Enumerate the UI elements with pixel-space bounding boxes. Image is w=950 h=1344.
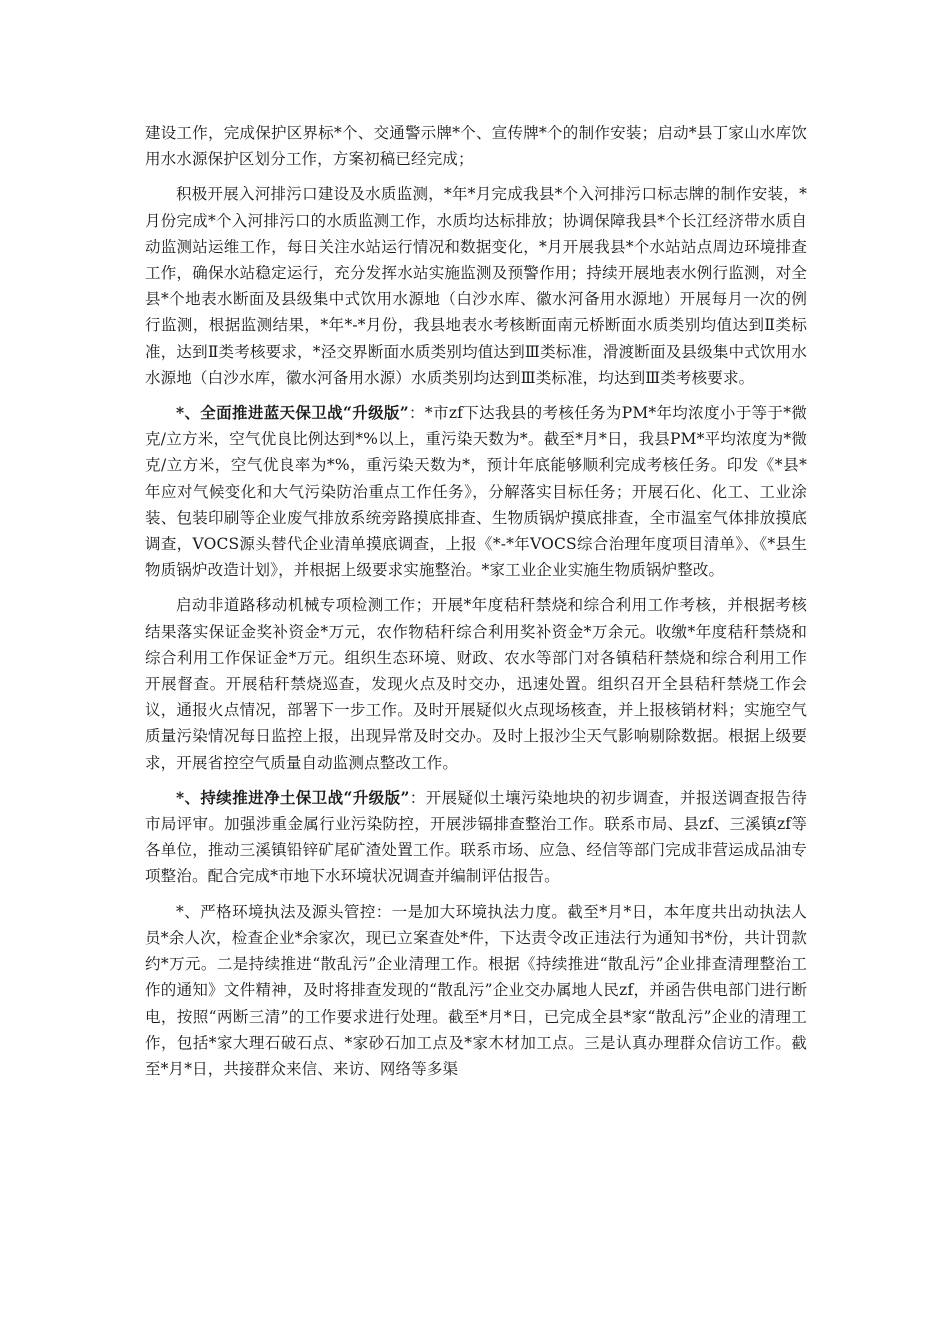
paragraph-1 <box>145 120 807 172</box>
paragraph-1-text: 建设工作，完成保护区界标*个、交通警示牌*个、宣传牌*个的制作安装；启动*县丁家山水库饮用水水源保护区划分工作，方案初稿已经完成； <box>145 124 807 169</box>
paragraph-6-text: *、严格环境执法及源头管控：一是加大环境执法力度。截至*月*日，本年度共出动执法人员*余人次，检查企业*余家次，现已立案查处*件，下达责令改正违法行为通知书*份，共计罚款约*万元。二是持续推进“散乱污”企业清理工作。根据《持续推进“散乱污”企业排查清理整治工作的通知》文件精神，及时将排查发现的“散乱污”企业交办属地人民zf，并函告供电部门进行断电，按照“两断三清”的工作要求进行处理。截至*月*日，已完成全县*家“散乱污”企业的清理工作，包括*家大理石破石点、*家砂石加工点及*家木材加工点。三是认真办理群众信访工作。截至*月*日，共接群众来信、来访、网络等多渠 <box>145 902 807 1078</box>
paragraph-2-text: 积极开展入河排污口建设及水质监测，*年*月完成我县*个入河排污口标志牌的制作安装，*月份完成*个入河排污口的水质监测工作，水质均达标排放；协调保障我县*个长江经济带水质自动监测站运维工作，每日关注水站运行情况和数据变化，*月开展我县*个水站站点周边环境排查工作，确保水站稳定运行，充分发挥水站实施监测及预警作用；持续开展地表水例行监测，对全县*个地表水断面及县级集中式饮用水源地（白沙水库、徽水河备用水源地）开展每月一次的例行监测，根据监测结果，*年*-*月份，我县地表水考核断面南元桥断面水质类别均值达到Ⅱ类标准，达到Ⅱ类考核要求，*泾交界断面水质类别均值达到Ⅲ类标准，滑渡断面及县级集中式饮用水水源地（白沙水库，徽水河备用水源）水质类别均达到Ⅲ类标准，均达到Ⅲ类考核要求。 <box>145 185 807 387</box>
paragraph-6 <box>145 899 807 1082</box>
paragraph-4 <box>145 592 807 775</box>
paragraph-3-lead: *、全面推进蓝天保卫战“升级版” <box>176 403 409 423</box>
paragraph-5-text: ：开展疑似土壤污染地块的初步调查，并报送调查报告待市局评审。加强涉重金属行业污染防控，开展涉镉排查整治工作。联系市局、县zf、三溪镇zf等各单位，推动三溪镇铅锌矿尾矿渣处置工作。联系市场、应急、经信等部门完成非营运成品油专项整治。配合完成*市地下水环境状况调查并编制评估报告。 <box>145 788 807 886</box>
paragraph-2 <box>145 181 807 391</box>
document-page <box>145 120 807 1091</box>
paragraph-5-lead: *、持续推进净土保卫战“升级版” <box>176 787 410 807</box>
paragraph-4-text: 启动非道路移动机械专项检测工作；开展*年度秸秆禁烧和综合利用工作考核，并根据考核结果落实保证金奖补资金*万元，农作物秸秆综合利用奖补资金*万余元。收缴*年度秸秆禁烧和综合利用工作保证金*万元。组织生态环境、财政、农水等部门对各镇秸秆禁烧和综合利用工作开展督查。开展秸秆禁烧巡查，发现火点及时交办，迅速处置。组织召开全县秸秆禁烧工作会议，通报火点情况，部署下一步工作。及时开展疑似火点现场核查，并上报核销材料；实施空气质量污染情况每日监控上报，出现异常及时交办。及时上报沙尘天气影响剔除数据。根据上级要求，开展省控空气质量自动监测点整改工作。 <box>145 596 807 772</box>
paragraph-3 <box>145 400 807 583</box>
paragraph-5 <box>145 785 807 890</box>
paragraph-3-text: ：*市zf下达我县的考核任务为PM*年均浓度小于等于*微克/立方米，空气优良比例达到*%以上，重污染天数为*。截至*月*日，我县PM*平均浓度为*微克/立方米，空气优良率为*%，重污染天数为*，预计年底能够顺利完成考核任务。印发《*县*年应对气候变化和大气污染防治重点工作任务》，分解落实目标任务；开展石化、化工、工业涂装、包装印刷等企业废气排放系统旁路摸底排查、生物质锅炉摸底排查，全市温室气体排放摸底调查，VOCS源头替代企业清单摸底调查，上报《*-*年VOCS综合治理年度项目清单》、《*县生物质锅炉改造计划》，并根据上级要求实施整治。*家工业企业实施生物质锅炉整改。 <box>145 404 807 580</box>
